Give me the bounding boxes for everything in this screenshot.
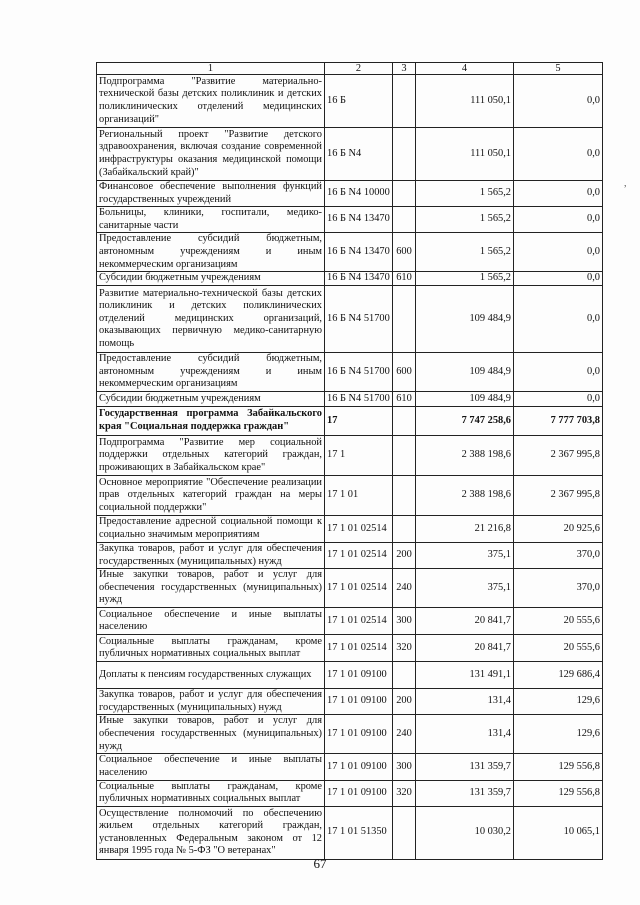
row-amount-col4-cell: 21 216,8 (416, 515, 514, 542)
row-name-cell: Социальное обеспечение и иные выплаты населению (97, 754, 325, 780)
row-expense-type-cell (393, 75, 416, 128)
table-row (97, 569, 603, 608)
row-amount-col4-cell: 131,4 (416, 689, 514, 715)
row-name-cell: Субсидии бюджетным учреждениям (97, 272, 325, 286)
table-row (97, 353, 603, 392)
row-amount-col4-cell: 109 484,9 (416, 353, 514, 392)
table-row (97, 272, 603, 286)
table-row (97, 391, 603, 406)
row-amount-col5-cell: 0,0 (514, 75, 603, 128)
row-amount-col5-cell: 20 555,6 (514, 635, 603, 662)
row-amount-col4-cell: 111 050,1 (416, 75, 514, 128)
row-expense-type-cell: 200 (393, 689, 416, 715)
row-amount-col5-cell: 7 777 703,8 (514, 406, 603, 435)
row-code-cell: 17 1 01 09100 (325, 715, 393, 754)
row-name-cell: Закупка товаров, работ и услуг для обеспечения государственных (муниципальных) нужд (97, 542, 325, 568)
row-amount-col4-cell: 1 565,2 (416, 272, 514, 286)
header-col-4: 4 (416, 63, 514, 75)
row-amount-col4-cell: 1 565,2 (416, 233, 514, 272)
table-row (97, 475, 603, 515)
row-expense-type-cell: 610 (393, 391, 416, 406)
table-row (97, 207, 603, 233)
row-name-cell: Доплаты к пенсиям государственных служащих (97, 662, 325, 689)
row-expense-type-cell: 300 (393, 608, 416, 635)
row-code-cell: 17 1 01 02514 (325, 542, 393, 568)
row-amount-col4-cell: 375,1 (416, 542, 514, 568)
row-amount-col4-cell: 10 030,2 (416, 806, 514, 859)
row-expense-type-cell: 600 (393, 233, 416, 272)
row-expense-type-cell (393, 286, 416, 353)
row-name-cell: Иные закупки товаров, работ и услуг для обеспечения государственных (муниципальных) нужд (97, 715, 325, 754)
row-amount-col4-cell: 2 388 198,6 (416, 435, 514, 475)
row-code-cell: 17 1 01 02514 (325, 515, 393, 542)
table-row (97, 128, 603, 181)
row-expense-type-cell: 320 (393, 635, 416, 662)
table-row (97, 435, 603, 475)
row-name-cell: Социальное обеспечение и иные выплаты населению (97, 608, 325, 635)
row-amount-col4-cell: 131 491,1 (416, 662, 514, 689)
row-code-cell: 17 1 01 51350 (325, 806, 393, 859)
row-name-cell: Осуществление полномочий по обеспечению жильем отдельных категорий граждан, установленных Федеральным законом от 12 января 1995 года № 5-ФЗ "О ветеранах" (97, 806, 325, 859)
row-amount-col4-cell: 1 565,2 (416, 207, 514, 233)
row-code-cell: 17 1 01 09100 (325, 689, 393, 715)
row-code-cell: 17 1 01 09100 (325, 780, 393, 806)
row-expense-type-cell: 300 (393, 754, 416, 780)
row-amount-col4-cell: 20 841,7 (416, 608, 514, 635)
table-row (97, 689, 603, 715)
table-row (97, 780, 603, 806)
row-amount-col5-cell: 0,0 (514, 272, 603, 286)
row-expense-type-cell (393, 435, 416, 475)
row-name-cell: Региональный проект "Развитие детского здравоохранения, включая создание современной инфраструктуры оказания медицинской помощи (Забайкальский край)" (97, 128, 325, 181)
table-row (97, 75, 603, 128)
row-expense-type-cell: 610 (393, 272, 416, 286)
row-amount-col5-cell: 0,0 (514, 353, 603, 392)
row-name-cell: Развитие материально-технической базы детских поликлиник и детских поликлинических отделений медицинских организаций, оказывающих первичную медико-санитарную помощь (97, 286, 325, 353)
table-row (97, 806, 603, 859)
row-amount-col4-cell: 131,4 (416, 715, 514, 754)
table-body (97, 75, 603, 860)
row-amount-col5-cell: 2 367 995,8 (514, 435, 603, 475)
row-name-cell: Субсидии бюджетным учреждениям (97, 391, 325, 406)
row-expense-type-cell (393, 515, 416, 542)
row-expense-type-cell (393, 806, 416, 859)
row-amount-col5-cell: 0,0 (514, 286, 603, 353)
table-row (97, 515, 603, 542)
row-amount-col5-cell: 2 367 995,8 (514, 475, 603, 515)
header-col-2: 2 (325, 63, 393, 75)
row-name-cell: Предоставление субсидий бюджетным, автономным учреждениям и иным некоммерческим организациям (97, 353, 325, 392)
table-row (97, 608, 603, 635)
row-amount-col5-cell: 10 065,1 (514, 806, 603, 859)
row-expense-type-cell (393, 475, 416, 515)
row-code-cell: 16 Б N4 51700 (325, 286, 393, 353)
row-expense-type-cell (393, 128, 416, 181)
row-amount-col4-cell: 20 841,7 (416, 635, 514, 662)
row-expense-type-cell: 600 (393, 353, 416, 392)
row-amount-col5-cell: 20 925,6 (514, 515, 603, 542)
row-name-cell: Закупка товаров, работ и услуг для обеспечения государственных (муниципальных) нужд (97, 689, 325, 715)
row-amount-col4-cell: 109 484,9 (416, 286, 514, 353)
header-col-3: 3 (393, 63, 416, 75)
row-amount-col5-cell: 0,0 (514, 391, 603, 406)
row-expense-type-cell (393, 406, 416, 435)
row-expense-type-cell (393, 207, 416, 233)
row-code-cell: 16 Б (325, 75, 393, 128)
row-amount-col4-cell: 1 565,2 (416, 181, 514, 207)
row-name-cell: Основное мероприятие "Обеспечение реализации прав отдельных категорий граждан на меры социальной поддержки" (97, 475, 325, 515)
row-amount-col4-cell: 7 747 258,6 (416, 406, 514, 435)
row-code-cell: 17 1 01 09100 (325, 662, 393, 689)
row-amount-col5-cell: 20 555,6 (514, 608, 603, 635)
table-row (97, 635, 603, 662)
row-code-cell: 16 Б N4 (325, 128, 393, 181)
row-name-cell: Предоставление субсидий бюджетным, автономным учреждениям и иным некоммерческим организациям (97, 233, 325, 272)
row-name-cell: Финансовое обеспечение выполнения функций государственных учреждений (97, 181, 325, 207)
row-amount-col5-cell: 0,0 (514, 181, 603, 207)
row-amount-col4-cell: 111 050,1 (416, 128, 514, 181)
row-code-cell: 16 Б N4 51700 (325, 391, 393, 406)
row-amount-col5-cell: 129,6 (514, 689, 603, 715)
row-name-cell: Предоставление адресной социальной помощи к социально значимым мероприятиям (97, 515, 325, 542)
page-number: 67 (313, 856, 327, 871)
row-amount-col5-cell: 370,0 (514, 569, 603, 608)
row-code-cell: 16 Б N4 10000 (325, 181, 393, 207)
table-header-row (97, 63, 603, 75)
table-row (97, 715, 603, 754)
row-amount-col4-cell: 375,1 (416, 569, 514, 608)
row-amount-col4-cell: 109 484,9 (416, 391, 514, 406)
row-name-cell: Государственная программа Забайкальского края "Социальная поддержка граждан" (97, 406, 325, 435)
row-amount-col4-cell: 131 359,7 (416, 754, 514, 780)
row-amount-col5-cell: 0,0 (514, 128, 603, 181)
row-amount-col5-cell: 129 556,8 (514, 780, 603, 806)
header-col-1: 1 (97, 63, 325, 75)
row-code-cell: 16 Б N4 51700 (325, 353, 393, 392)
table-row (97, 662, 603, 689)
row-amount-col4-cell: 2 388 198,6 (416, 475, 514, 515)
row-code-cell: 17 1 01 (325, 475, 393, 515)
table-row (97, 542, 603, 568)
row-amount-col5-cell: 129 556,8 (514, 754, 603, 780)
row-code-cell: 17 1 01 02514 (325, 635, 393, 662)
row-code-cell: 16 Б N4 13470 (325, 207, 393, 233)
row-code-cell: 17 (325, 406, 393, 435)
row-expense-type-cell (393, 181, 416, 207)
row-amount-col5-cell: 129,6 (514, 715, 603, 754)
row-amount-col5-cell: 0,0 (514, 207, 603, 233)
table-row (97, 233, 603, 272)
row-code-cell: 16 Б N4 13470 (325, 272, 393, 286)
row-expense-type-cell: 240 (393, 715, 416, 754)
table-row (97, 286, 603, 353)
row-expense-type-cell (393, 662, 416, 689)
row-name-cell: Иные закупки товаров, работ и услуг для обеспечения государственных (муниципальных) нужд (97, 569, 325, 608)
row-name-cell: Больницы, клиники, госпитали, медико-санитарные части (97, 207, 325, 233)
row-expense-type-cell: 200 (393, 542, 416, 568)
table-row (97, 754, 603, 780)
row-amount-col4-cell: 131 359,7 (416, 780, 514, 806)
row-code-cell: 17 1 01 02514 (325, 569, 393, 608)
row-name-cell: Социальные выплаты гражданам, кроме публичных нормативных социальных выплат (97, 635, 325, 662)
row-name-cell: Подпрограмма "Развитие материально-технической базы детских поликлиник и детских поликлинических отделений медицинских организаций" (97, 75, 325, 128)
row-code-cell: 17 1 (325, 435, 393, 475)
margin-mark: , (624, 178, 627, 189)
row-code-cell: 17 1 01 02514 (325, 608, 393, 635)
row-code-cell: 16 Б N4 13470 (325, 233, 393, 272)
row-code-cell: 17 1 01 09100 (325, 754, 393, 780)
budget-table (96, 62, 603, 860)
row-name-cell: Подпрограмма "Развитие мер социальной поддержки отдельных категорий граждан, проживающих в Забайкальском крае" (97, 435, 325, 475)
row-name-cell: Социальные выплаты гражданам, кроме публичных нормативных социальных выплат (97, 780, 325, 806)
row-expense-type-cell: 320 (393, 780, 416, 806)
row-amount-col5-cell: 129 686,4 (514, 662, 603, 689)
row-amount-col5-cell: 0,0 (514, 233, 603, 272)
table-row (97, 406, 603, 435)
row-amount-col5-cell: 370,0 (514, 542, 603, 568)
row-expense-type-cell: 240 (393, 569, 416, 608)
table-row (97, 181, 603, 207)
header-col-5: 5 (514, 63, 603, 75)
